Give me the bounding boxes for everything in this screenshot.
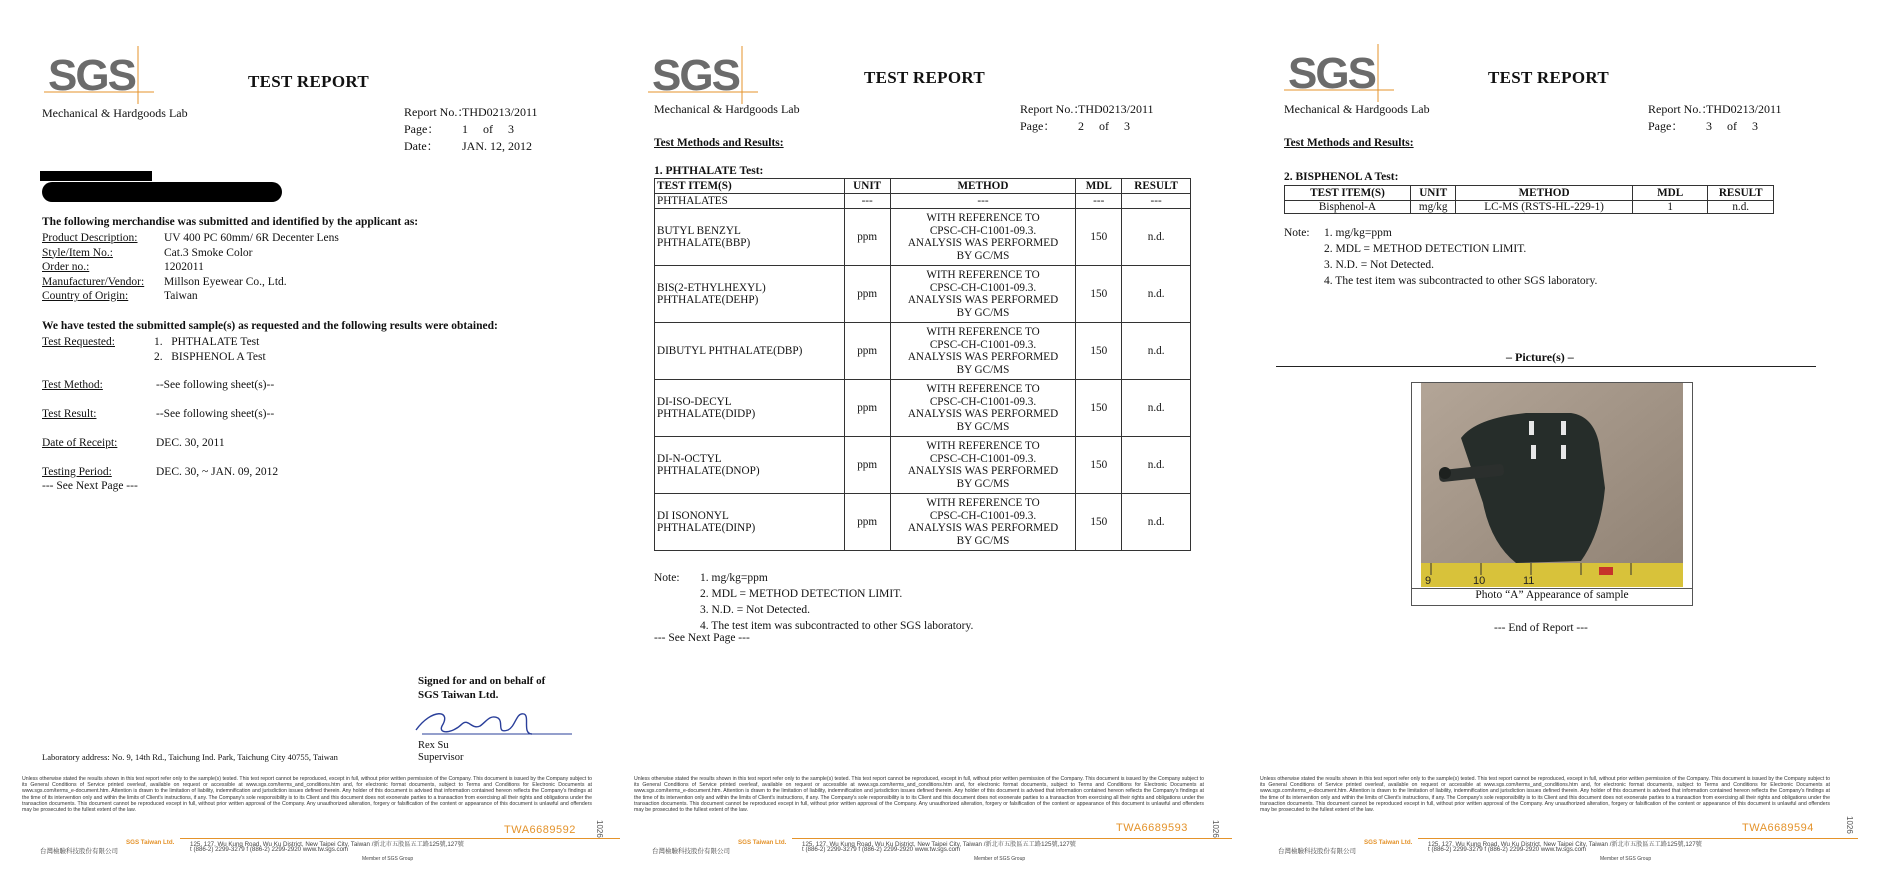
disclaimer: Unless otherwise stated the results shown in this test report refer only to the sample(s) tested. This test report cannot be reproduced, except in full, without prior written permission of the Company. This document is issued by the Company subject to its General Conditions of Service printed overleaf, available on request or accessible at www.sgs.com/terms_and_conditions.htm and, for electronic format documents, subject to Terms and Conditions for Electronic Documents at www.sgs.com/terms_e-document.htm. Attention is drawn to the limitation of liability, indemnification and jurisdiction issues defined therein. Any holder of this document is advised that information contained hereon reflects the Company's findings at the time of its intervention only and within the limits of Client's instructions, if any. The Company's sole responsibility is to its Client and this document does not exonerate parties to a transaction from exercising all their rights and obligations under the transaction documents. This document cannot be reproduced except in full, without prior written approval of the Company. Any unauthorized alteration, forgery or falsification of the content or appearance of this document is unlawful and offenders may be prosecuted to the fullest extent of the law. [634,776,1204,814]
note-item: 1. mg/kg=ppm [1324,227,1392,239]
method-line: WITH REFERENCE TO [926,269,1040,281]
receipt-value: DEC. 30, 2011 [156,437,225,449]
test-requested-item: 2. BISPHENOL A Test [154,350,266,363]
report-title: TEST REPORT [248,72,369,91]
page-label: Page： [1648,119,1684,133]
method-line: WITH REFERENCE TO [926,383,1040,395]
unit-cell: ppm [844,380,890,437]
note-item: 3. N.D. = Not Detected. [700,604,810,616]
method-line: ANALYSIS WAS PERFORMED [907,522,1059,534]
table-header-row [655,179,1191,194]
method-line: ANALYSIS WAS PERFORMED [907,465,1059,477]
result-cell: n.d. [1122,266,1191,323]
report-meta [404,104,538,155]
method-cell [890,494,1076,551]
footer-address: 125, 127, Wu Kung Road, Wu Ku District, New Taipei City, Taiwan /新北市五股區五工路125號,127號 [802,841,1076,848]
footer-address: 125, 127, Wu Kung Road, Wu Ku District, New Taipei City, Taiwan /新北市五股區五工路125號,127號 [190,841,464,848]
table-row [655,380,1191,437]
note-item: 1. mg/kg=ppm [700,572,768,584]
result-cell: n.d. [1122,380,1191,437]
signer-title: Supervisor [418,752,464,763]
footer-company-cn: 台灣檢驗科技股份有限公司 [652,848,730,855]
test-item-line: DIBUTYL PHTHALATE(DBP) [657,345,803,357]
table-cell: 1 [1632,201,1708,214]
report-no: THD0213/2011 [1078,102,1154,116]
subsection-heading: 1. PHTHALATE Test: [654,165,764,177]
picture-heading: – Picture(s) – [1506,350,1574,364]
page-number: 3 of 3 [1706,119,1758,133]
test-item-line: PHTHALATE(DEHP) [657,294,759,306]
disclaimer: Unless otherwise stated the results shown in this test report refer only to the sample(s) tested. This test report cannot be reproduced, except in full, without prior written permission of the Company. This document is issued by the Company subject to its General Conditions of Service printed overleaf, available on request or accessible at www.sgs.com/terms_and_conditions.htm and, for electronic format documents, subject to Terms and Conditions for Electronic Documents at www.sgs.com/terms_e-document.htm. Attention is drawn to the limitation of liability, indemnification and jurisdiction issues defined therein. Any holder of this document is advised that information contained hereon reflects the Company's findings at the time of its intervention only and within the limits of Client's instructions, if any. The Company's sole responsibility is to its Client and this document does not exonerate parties to a transaction from exercising all their rights and obligations under the transaction documents. This document cannot be reproduced except in full, without prior written approval of the Company. Any unauthorized alteration, forgery or falsification of the content or appearance of this document is unlawful and offenders may be prosecuted to the fullest extent of the law. [22,776,592,814]
lab-address: Laboratory address: No. 9, 14th Rd., Taichung Ind. Park, Taichung City 40755, Taiwan [42,752,338,762]
footer-group: Member of SGS Group [362,856,414,862]
mdl-cell: 150 [1076,323,1122,380]
test-item-line: DI ISONONYL [657,510,729,522]
sample-photo-illustration [1421,383,1683,587]
footer-phone: t (886-2) 2299-3279 f (886-2) 2299-2920 www.tw.sgs.com [802,846,961,853]
footer-address: 125, 127, Wu Kung Road, Wu Ku District, New Taipei City, Taiwan /新北市五股區五工路125號,127號 [1428,841,1702,848]
page-number: 1 of 3 [462,122,514,136]
side-code: 1026 [1211,820,1220,838]
table-row [1285,201,1774,214]
method-line: CPSC-CH-C1001-09.3. [929,395,1037,408]
signed-company: SGS Taiwan Ltd. [418,689,499,701]
field-label: Country of Origin: [42,290,129,302]
photo-caption: Photo “A” Appearance of sample [1412,588,1692,601]
notes [654,570,1214,640]
lab-name: Mechanical & Hardgoods Lab [42,106,188,120]
unit-cell: ppm [844,494,890,551]
report-meta [1648,101,1782,135]
signature-block [418,674,545,702]
method-line: CPSC-CH-C1001-09.3. [929,281,1037,294]
table-header-row [1285,186,1774,201]
signer [418,740,464,764]
serial-number: TWA6689594 [1742,822,1814,834]
redaction-bar [40,171,152,181]
mdl-cell: 150 [1076,209,1122,266]
subsection-heading: 2. BISPHENOL A Test: [1284,171,1399,183]
sgs-logo-text: SGS [48,51,135,100]
column-header: METHOD [890,179,1076,194]
receipt-label: Date of Receipt: [42,437,118,449]
svg-text:11: 11 [1523,575,1535,587]
test-result-label: Test Result: [42,408,97,420]
sample-photo-frame [1411,382,1693,606]
sgs-logo [44,46,154,104]
footer-company: SGS Taiwan Ltd. [126,839,175,846]
test-item-cell [655,266,845,323]
mdl-cell: 150 [1076,380,1122,437]
footer-group: Member of SGS Group [1600,856,1652,862]
page-label: Page： [1020,119,1056,133]
sample-photo [1421,383,1683,587]
note-label: Note: [1284,227,1310,239]
table-cell: PHTHALATES [655,194,845,209]
table-cell: LC-MS (RSTS-HL-229-1) [1456,201,1632,214]
report-no-label: Report No.： [404,105,470,119]
method-cell [890,380,1076,437]
field-label: Order no.: [42,261,90,273]
column-header: UNIT [1411,186,1456,201]
method-cell [890,266,1076,323]
report-no-label: Report No.： [1648,102,1714,116]
table-row [655,209,1191,266]
method-line: BY GC/MS [956,363,1010,376]
table-row [655,194,1191,209]
footer-company: SGS Taiwan Ltd. [1364,839,1413,846]
column-header: RESULT [1122,179,1191,194]
test-item-line: BUTYL BENZYL [657,225,741,237]
side-code: 1026 [595,820,604,838]
method-line: ANALYSIS WAS PERFORMED [907,408,1059,420]
column-header: TEST ITEM(S) [655,179,845,194]
note-item: 2. MDL = METHOD DETECTION LIMIT. [700,588,903,600]
receipt-row [42,436,225,451]
period-row [42,465,278,480]
section-heading: Test Methods and Results: [654,137,784,149]
result-cell: n.d. [1122,209,1191,266]
test-requested-item: 1. PHTHALATE Test [154,336,260,348]
field-value: UV 400 PC 60mm/ 6R Decenter Lens [164,232,339,244]
report-title: TEST REPORT [1488,68,1609,87]
method-line: ANALYSIS WAS PERFORMED [907,351,1059,363]
method-line: ANALYSIS WAS PERFORMED [907,237,1059,249]
note-item: 3. N.D. = Not Detected. [1324,259,1434,271]
mdl-cell: 150 [1076,266,1122,323]
unit-cell: ppm [844,323,890,380]
note-item: 4. The test item was subcontracted to other SGS laboratory. [700,620,974,632]
table-cell: --- [844,194,890,209]
mdl-cell: 150 [1076,437,1122,494]
sgs-logo-text: SGS [652,51,739,100]
test-item-line: DI-ISO-DECYL [657,396,732,408]
section-heading: Test Methods and Results: [1284,137,1414,149]
method-line: CPSC-CH-C1001-09.3. [929,338,1037,351]
report-title: TEST REPORT [864,68,985,87]
phthalate-results-table [654,178,1191,551]
test-item-line: PHTHALATE(DINP) [657,522,756,534]
test-method-label: Test Method: [42,379,103,391]
notes [1284,225,1844,295]
table-row [655,437,1191,494]
test-item-line: DI-N-OCTYL [657,453,722,465]
table-cell: --- [1122,194,1191,209]
svg-text:10: 10 [1473,575,1486,587]
signer-name: Rex Su [418,740,449,751]
column-header: RESULT [1708,186,1774,201]
footer-company: SGS Taiwan Ltd. [738,839,787,846]
method-line: BY GC/MS [956,420,1010,433]
report-page-1 [0,0,620,884]
result-cell: n.d. [1122,437,1191,494]
sgs-logo-text: SGS [1288,49,1375,98]
test-item-line: PHTHALATE(DNOP) [657,465,760,477]
signed-line: Signed for and on behalf of [418,675,546,687]
result-cell: n.d. [1122,323,1191,380]
period-value: DEC. 30, ~ JAN. 09, 2012 [156,466,279,478]
picture-divider [1276,366,1816,367]
test-item-line: BIS(2-ETHYLHEXYL) [657,282,766,294]
report-no: THD0213/2011 [462,105,538,119]
footer-company-cn: 台灣檢驗科技股份有限公司 [1278,848,1356,855]
page-number: 2 of 3 [1078,119,1130,133]
method-line: ANALYSIS WAS PERFORMED [907,294,1059,306]
report-page-2 [620,0,1240,884]
test-item-cell [655,209,845,266]
disclaimer: Unless otherwise stated the results shown in this test report refer only to the sample(s) tested. This test report cannot be reproduced, except in full, without prior written permission of the Company. This document is issued by the Company subject to its General Conditions of Service printed overleaf, available on request or accessible at www.sgs.com/terms_and_conditions.htm and, for electronic format documents, subject to Terms and Conditions for Electronic Documents at www.sgs.com/terms_e-document.htm. Attention is drawn to the limitation of liability, indemnification and jurisdiction issues defined therein. Any holder of this document is advised that information contained hereon reflects the Company's findings at the time of its intervention only and within the limits of Client's instructions, if any. The Company's sole responsibility is to its Client and this document does not exonerate parties to a transaction from exercising all their rights and obligations under the transaction documents. This document cannot be reproduced except in full, without prior written approval of the Company. Any unauthorized alteration, forgery or falsification of the content or appearance of this document is unlawful and offenders may be prosecuted to the fullest extent of the law. [1260,776,1830,814]
table-cell: --- [890,194,1076,209]
end-of-report: --- End of Report --- [1494,622,1588,634]
note-item: 2. MDL = METHOD DETECTION LIMIT. [1324,243,1527,255]
table-cell: Bisphenol-A [1285,201,1411,214]
serial-number: TWA6689593 [1116,822,1188,834]
test-method-row [42,378,274,393]
lab-name: Mechanical & Hardgoods Lab [654,102,800,116]
field-value: 1202011 [164,261,204,273]
column-header: UNIT [844,179,890,194]
method-line: BY GC/MS [956,306,1010,319]
report-no-label: Report No.： [1020,102,1086,116]
test-item-line: PHTHALATE(BBP) [657,237,751,249]
column-header: MDL [1076,179,1122,194]
date-label: Date： [404,139,439,153]
field-label: Product Description: [42,232,138,244]
test-item-cell [655,494,845,551]
field-value: Taiwan [164,290,198,302]
footer-company-cn: 台灣檢驗科技股份有限公司 [40,848,118,855]
method-cell [890,209,1076,266]
test-requested [42,335,266,364]
serial-number: TWA6689592 [504,824,576,836]
table-cell: n.d. [1708,201,1774,214]
method-cell [890,323,1076,380]
report-date: JAN. 12, 2012 [462,139,533,153]
redaction-bar [42,182,282,202]
report-page-3 [1246,0,1883,884]
test-result-row [42,407,274,422]
footer-phone: t (886-2) 2299-3279 f (886-2) 2299-2920 www.tw.sgs.com [1428,846,1587,853]
test-item-cell [655,437,845,494]
side-code: 1026 [1845,816,1854,834]
report-no: THD0213/2011 [1706,102,1782,116]
field-value: Cat.3 Smoke Color [164,246,253,259]
method-line: CPSC-CH-C1001-09.3. [929,509,1037,522]
method-line: WITH REFERENCE TO [926,212,1040,224]
sgs-logo [648,46,758,104]
note-label: Note: [654,572,680,584]
method-line: BY GC/MS [956,534,1010,547]
method-line: CPSC-CH-C1001-09.3. [929,224,1037,237]
see-next-page: --- See Next Page --- [654,632,750,644]
method-cell [890,437,1076,494]
result-cell: n.d. [1122,494,1191,551]
intro-line: The following merchandise was submitted and identified by the applicant as: [42,216,419,228]
column-header: MDL [1632,186,1708,201]
see-next-page: --- See Next Page --- [42,480,138,492]
table-cell: mg/kg [1411,201,1456,214]
column-header: METHOD [1456,186,1632,201]
method-line: BY GC/MS [956,477,1010,490]
column-header: TEST ITEM(S) [1285,186,1411,201]
unit-cell: ppm [844,437,890,494]
method-line: WITH REFERENCE TO [926,440,1040,452]
method-line: WITH REFERENCE TO [926,326,1040,338]
field-label: Style/Item No.: [42,246,113,259]
field-value: Millson Eyewear Co., Ltd. [164,275,287,288]
note-item: 4. The test item was subcontracted to other SGS laboratory. [1324,275,1598,287]
footer-phone: t (886-2) 2299-3279 f (886-2) 2299-2920 www.tw.sgs.com [190,846,349,853]
footer-group: Member of SGS Group [974,856,1026,862]
table-cell: --- [1076,194,1122,209]
table-row [655,323,1191,380]
merchandise-fields [42,231,339,304]
table-row [655,266,1191,323]
test-item-line: PHTHALATE(DIDP) [657,408,756,420]
unit-cell: ppm [844,266,890,323]
method-line: WITH REFERENCE TO [926,497,1040,509]
test-item-cell [655,380,845,437]
test-result-value: --See following sheet(s)-- [156,408,275,420]
mdl-cell: 150 [1076,494,1122,551]
sgs-logo [1284,44,1394,102]
period-label: Testing Period: [42,466,112,478]
tested-line: We have tested the submitted sample(s) as requested and the following results were obtained: [42,320,498,332]
field-label: Manufacturer/Vendor: [42,275,145,288]
test-item-cell [655,323,845,380]
svg-text:9: 9 [1425,575,1432,587]
bisphenol-results-table [1284,185,1774,214]
table-row [655,494,1191,551]
lab-name: Mechanical & Hardgoods Lab [1284,102,1430,116]
test-method-value: --See following sheet(s)-- [156,379,275,391]
unit-cell: ppm [844,209,890,266]
method-line: BY GC/MS [956,249,1010,262]
handwritten-signature [412,704,582,744]
method-line: CPSC-CH-C1001-09.3. [929,452,1037,465]
page-label: Page： [404,122,440,136]
test-requested-label: Test Requested: [42,336,115,348]
report-meta [1020,101,1154,135]
